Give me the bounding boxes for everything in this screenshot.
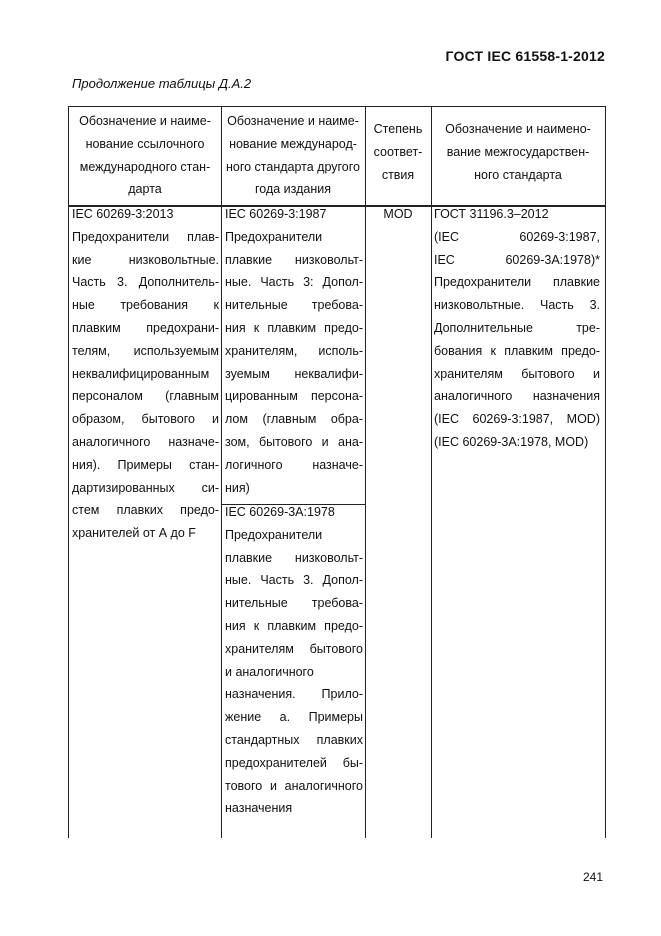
cell-line: ные. Часть 3: Допол- bbox=[225, 275, 363, 290]
cell-line: ния к плавким предо- bbox=[225, 618, 363, 633]
cell-line: ГОСТ 31196.3–2012 bbox=[434, 207, 549, 221]
cell-line: Предохранители плав- bbox=[72, 229, 219, 244]
cell-line: IEC 60269-3A:1978 bbox=[225, 505, 335, 519]
header-line: ного стандарта bbox=[474, 167, 562, 182]
cell-line: нительные требова- bbox=[225, 596, 363, 611]
cell-interstate-standard bbox=[434, 203, 600, 454]
header-line: дарта bbox=[128, 182, 162, 197]
header-line: Степень bbox=[373, 122, 423, 136]
cell-line: и аналогичного bbox=[225, 664, 314, 679]
header-line: Обозначение и наимено- bbox=[445, 122, 591, 136]
cell-line: персоналом (главным bbox=[72, 389, 219, 404]
cell-line: ные. Часть 3. Допол- bbox=[225, 573, 363, 588]
header-cell-degree-of-correspondence bbox=[367, 118, 429, 186]
cell-line: логичного назначе- bbox=[225, 457, 363, 472]
cell-line: лом (главным обра- bbox=[225, 412, 363, 427]
cell-line: предохранителей бы- bbox=[225, 755, 363, 770]
standards-table bbox=[68, 106, 606, 838]
cell-reference-standard bbox=[72, 203, 219, 545]
cell-line: тового и аналогичного bbox=[225, 778, 363, 793]
cell-line: Предохранители bbox=[225, 229, 323, 244]
cell-line: бования к плавким предо- bbox=[434, 343, 600, 358]
cell-line: плавким предохрани- bbox=[72, 320, 219, 335]
cell-line: стем плавких предо- bbox=[72, 503, 219, 518]
table-vline-2 bbox=[221, 106, 222, 838]
cell-line: (IEC 60269-3A:1978, MOD) bbox=[434, 434, 589, 449]
cell-line: (IEC 60269-3:1987, bbox=[434, 229, 600, 244]
cell-line: IEC 60269-3:2013 bbox=[72, 207, 174, 221]
header-line: международного стан- bbox=[79, 159, 211, 174]
cell-line: цированным персона- bbox=[225, 389, 363, 404]
cell-line: хранителям бытового и bbox=[434, 366, 600, 381]
cell-line: стандартных плавких bbox=[225, 732, 363, 747]
table-vline-4 bbox=[431, 106, 432, 838]
cell-line: ные требования к bbox=[72, 298, 219, 313]
cell-line: плавкие низковольт- bbox=[225, 252, 363, 267]
header-cell-international-standard bbox=[224, 110, 362, 201]
header-line: Обозначение и наиме- bbox=[227, 114, 359, 128]
cell-line: зом, бытового и ана- bbox=[225, 434, 363, 449]
cell-line: нительные требова- bbox=[225, 298, 363, 313]
cell-line: образом, бытового и bbox=[72, 412, 219, 427]
header-line: нование ссылочного bbox=[85, 136, 205, 151]
cell-line: телям, используемым bbox=[72, 343, 219, 358]
cell-line: Часть 3. Дополнитель- bbox=[72, 275, 219, 290]
cell-degree-of-correspondence bbox=[368, 203, 428, 226]
table-vline-1 bbox=[68, 106, 69, 838]
cell-international-standard-1978 bbox=[225, 501, 363, 820]
cell-line: хранителям бытового bbox=[225, 641, 363, 656]
document-id: ГОСТ IEC 61558-1-2012 bbox=[445, 48, 605, 64]
cell-line: хранителям, исполь- bbox=[225, 343, 363, 358]
table-caption: Продолжение таблицы Д.А.2 bbox=[72, 76, 252, 91]
header-line: года издания bbox=[254, 182, 332, 197]
table-vline-3 bbox=[365, 106, 366, 838]
cell-line: хранителей от А до F bbox=[72, 526, 196, 541]
table-border-top bbox=[68, 106, 606, 107]
cell-line: IEC 60269-3:1987 bbox=[225, 207, 327, 221]
cell-line: ния к плавким предо- bbox=[225, 320, 363, 335]
header-line: ного стандарта другого bbox=[225, 159, 360, 174]
cell-line: низковольтные. Часть 3. bbox=[434, 298, 600, 313]
header-cell-interstate-standard bbox=[434, 118, 602, 186]
cell-line: аналогичного назначе- bbox=[72, 434, 219, 449]
cell-line: ния) bbox=[225, 480, 250, 495]
cell-line: аналогичного назначения bbox=[434, 389, 600, 404]
cell-line: кие низковольтные. bbox=[72, 252, 219, 267]
header-line: соответ- bbox=[373, 144, 423, 159]
cell-line: неквалифицированным bbox=[72, 366, 210, 381]
header-line: нование международ- bbox=[229, 136, 357, 151]
cell-line: MOD bbox=[383, 207, 413, 221]
cell-line: жение а. Примеры bbox=[225, 710, 363, 725]
cell-line: (IEC 60269-3:1987, MOD) bbox=[434, 412, 600, 427]
header-line: ствия bbox=[381, 167, 415, 182]
cell-line: назначения bbox=[225, 801, 293, 816]
header-cell-reference-standard bbox=[72, 110, 218, 201]
table-vline-5 bbox=[605, 106, 606, 838]
cell-line: Предохранители плавкие bbox=[434, 275, 600, 290]
page-number: 241 bbox=[582, 870, 603, 884]
cell-line: Предохранители bbox=[225, 527, 323, 542]
cell-line: зуемым неквалифи- bbox=[225, 366, 363, 381]
cell-line: ния). Примеры стан- bbox=[72, 457, 219, 472]
cell-line: плавкие низковольт- bbox=[225, 550, 363, 565]
cell-line: IEC 60269-3A:1978)* bbox=[434, 252, 600, 267]
cell-line: дартизированных си- bbox=[72, 480, 219, 495]
cell-international-standard-1987 bbox=[225, 203, 363, 499]
header-line: вание межгосударствен- bbox=[446, 144, 590, 159]
cell-line: Дополнительные тре- bbox=[434, 320, 600, 335]
header-line: Обозначение и наиме- bbox=[79, 114, 211, 128]
cell-line: назначения. Прило- bbox=[225, 687, 363, 702]
